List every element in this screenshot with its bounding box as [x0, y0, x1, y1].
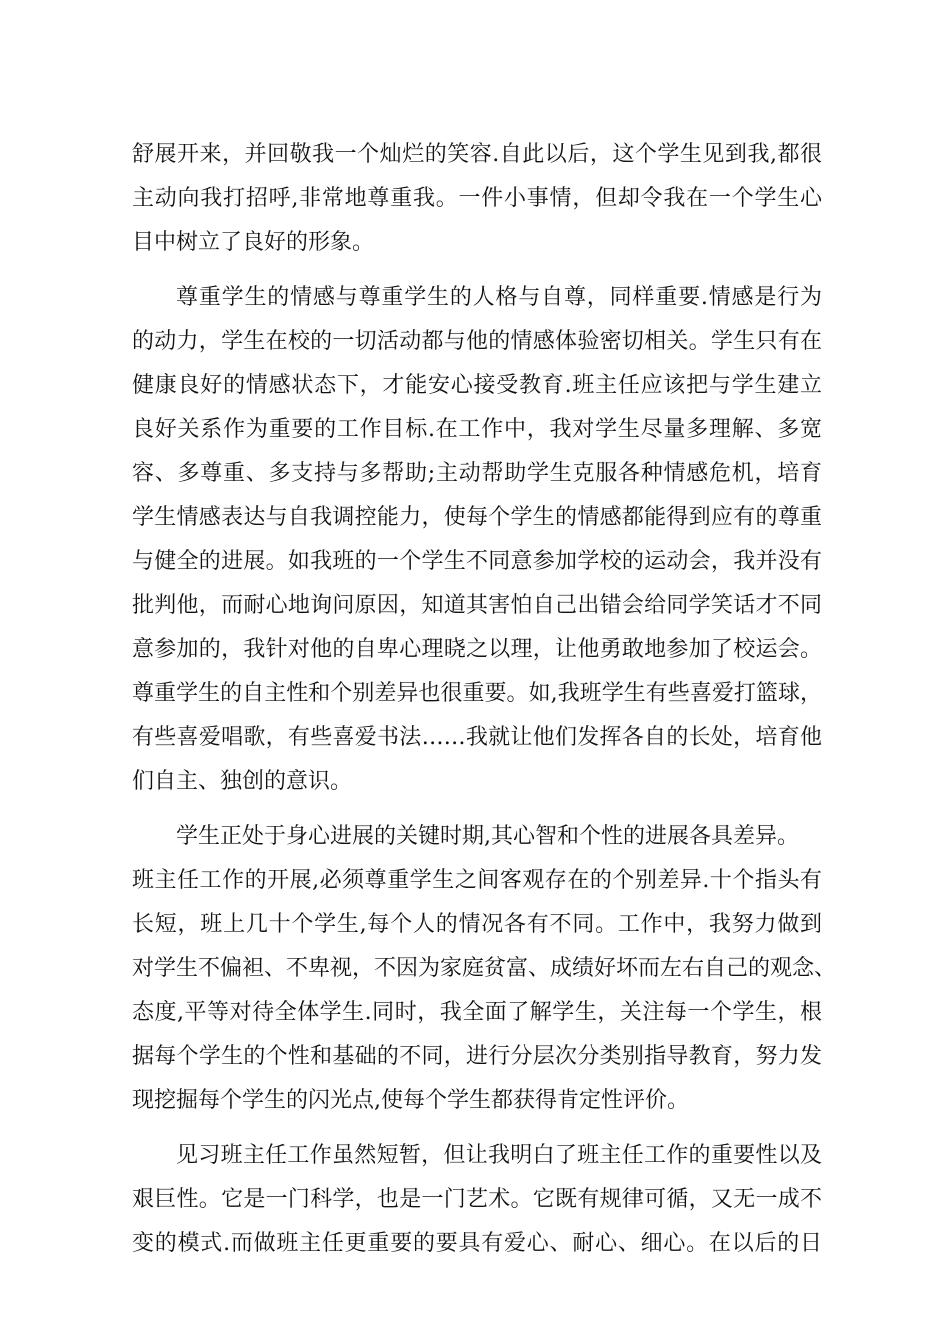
document-body — [132, 133, 837, 1266]
text-line: 的动力，学生在校的一切活动都与他的情感体验密切相关。学生只有在 — [132, 329, 822, 354]
text-line: 健康良好的情感状态下，才能安心接受教育.班主任应该把与学生建立 — [132, 373, 822, 398]
paragraph-4 — [132, 1134, 822, 1266]
text-line: 长短，班上几十个学生,每个人的情况各有不同。工作中，我努力做到 — [132, 912, 822, 937]
text-line: 目中树立了良好的形象。 — [132, 230, 375, 255]
text-line: 尊重学生的自主性和个别差异也很重要。如,我班学生有些喜爱打篮球， — [132, 681, 822, 706]
text-line: 见习班主任工作虽然短暂，但让我明白了班主任工作的重要性以及 — [176, 1143, 822, 1168]
paragraph-3 — [132, 815, 837, 1123]
text-line: 学生情感表达与自我调控能力，使每个学生的情感都能得到应有的尊重 — [132, 505, 822, 530]
text-line: 班主任工作的开展,必须尊重学生之间客观存在的个别差异.十个指头有 — [132, 868, 822, 893]
text-line: 学生正处于身心进展的关键时期,其心智和个性的进展各具差异。 — [176, 824, 799, 849]
paragraph-1 — [132, 133, 822, 265]
text-line: 舒展开来，并回敬我一个灿烂的笑容.自此以后，这个学生见到我,都很 — [132, 142, 822, 167]
text-line: 意参加的，我针对他的自卑心理晓之以理，让他勇敢地参加了校运会。 — [132, 637, 822, 662]
paragraph-gap — [132, 265, 822, 276]
text-line: 态度,平等对待全体学生.同时，我全面了解学生，关注每一个学生，根 — [132, 1000, 822, 1025]
text-line: 有些喜爱唱歌，有些喜爱书法……我就让他们发挥各自的长处，培育他 — [132, 725, 822, 750]
text-line: 艰巨性。它是一门科学，也是一门艺术。它既有规律可循，又无一成不 — [132, 1187, 822, 1212]
text-line: 主动向我打招呼,非常地尊重我。一件小事情，但却令我在一个学生心 — [132, 186, 822, 211]
text-line: 现挖掘每个学生的闪光点,使每个学生都获得肯定性评价。 — [132, 1088, 689, 1113]
paragraph-gap — [132, 1123, 822, 1134]
text-line: 对学生不偏袒、不卑视，不因为家庭贫富、成绩好坏而左右自己的观念、 — [132, 956, 837, 981]
text-line: 良好关系作为重要的工作目标.在工作中，我对学生尽量多理解、多宽 — [132, 417, 822, 442]
text-line: 变的模式.而做班主任更重要的要具有爱心、耐心、细心。在以后的日 — [132, 1231, 822, 1256]
text-line: 尊重学生的情感与尊重学生的人格与自尊，同样重要.情感是行为 — [176, 285, 822, 310]
text-line: 们自主、独创的意识。 — [132, 769, 353, 794]
paragraph-2 — [132, 276, 822, 804]
text-line: 批判他，而耐心地询问原因，知道其害怕自己出错会给同学笑话才不同 — [132, 593, 822, 618]
text-line: 据每个学生的个性和基础的不同，进行分层次分类别指导教育，努力发 — [132, 1044, 822, 1069]
paragraph-gap — [132, 804, 822, 815]
text-line: 与健全的进展。如我班的一个学生不同意参加学校的运动会，我并没有 — [132, 549, 822, 574]
text-line: 容、多尊重、多支持与多帮助;主动帮助学生克服各种情感危机，培育 — [132, 461, 822, 486]
